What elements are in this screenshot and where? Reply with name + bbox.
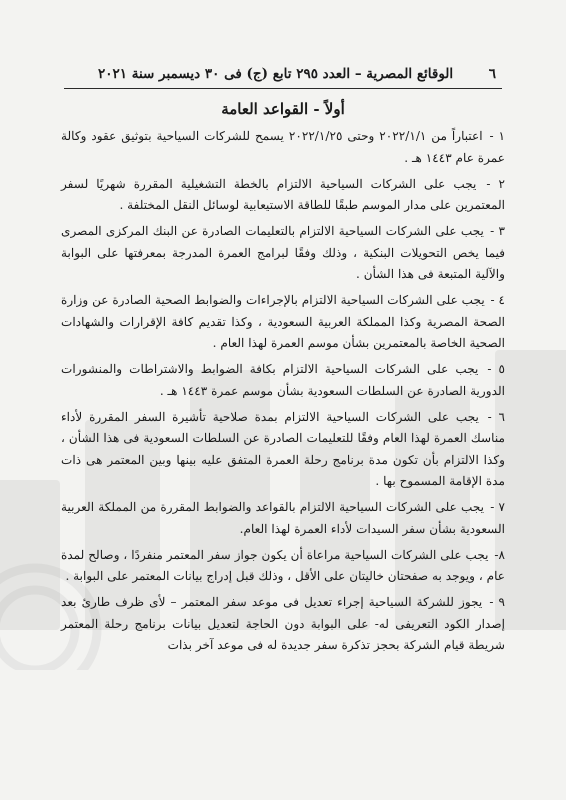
clause-number: ٣ -: [490, 224, 505, 238]
clause-1: [61, 126, 505, 169]
clause-text: يجب على الشركات السياحية الالتزام بالخطة التشغيلية المقررة شهريًا لسفر المعتمرين على مدار الموسم طبقًا للطاقة الاستيعابية لوسائل النقل المختلفة .: [61, 176, 505, 212]
clause-text: يجوز للشركة السياحية إجراء تعديل فى موعد سفر المعتمر – لأى ظرف طارئ بعد إصدار الكود التعريفى له- على البوابة دون الحاجة لتعديل بيانات برنامج رحلة المعتمر شريطة قيام الشركة بحجز تذكرة سفر جديدة له فى موعد آخر بذات: [61, 595, 505, 652]
clause-number: ٥ -: [487, 362, 505, 376]
clause-6: [61, 407, 505, 493]
clause-2: [61, 174, 505, 217]
clause-text: اعتباراً من ٢٠٢٢/١/١ وحتى ٢٠٢٢/١/٢٥ يسمح للشركات السياحية بتوثيق عقود وكالة عمرة عام ١٤٤٣ هـ .: [61, 129, 505, 165]
clause-3: [61, 221, 505, 286]
clause-number: ٦ -: [487, 409, 505, 424]
clause-4: [61, 290, 505, 355]
clause-number: ١ -: [489, 129, 505, 143]
page-number: ٦: [488, 66, 496, 82]
document-body: [61, 126, 505, 661]
clause-5: [61, 359, 505, 402]
clause-text: يجب على الشركات السياحية الالتزام بالإجراءات والضوابط الصحية الصادرة عن وزارة الصحة المصرية وكذا المملكة العربية السعودية ، وكذا تقديم كافة الإقرارات والشهادات الصحية الخاصة بالمعتمرين بشأن موسم العمرة لهذا العام .: [61, 293, 505, 350]
clause-text: يجب على الشركات السياحية الالتزام بكافة الضوابط والاشتراطات والمنشورات الدورية الصادرة عن السلطات السعودية بشأن موسم عمرة ١٤٤٣ هـ .: [61, 362, 505, 398]
clause-9: [61, 592, 505, 657]
clause-7: [61, 497, 505, 540]
publication-info: الوقائع المصرية – العدد ٢٩٥ تابع (ج) فى ٣٠ ديسمبر سنة ٢٠٢١: [98, 66, 454, 82]
clause-number: ٢ -: [486, 176, 505, 191]
clause-8: [61, 545, 505, 588]
clause-text: يجب على الشركات السياحية الالتزام بالتعليمات الصادرة عن البنك المركزى المصرى فيما يخص التحويلات البنكية ، وذلك وفقًا لبرامج العمرة المدرجة بمعرفتها على البوابة والآلية المتبعة فى هذا الشأن .: [61, 224, 505, 281]
clause-text: يجب على الشركات السياحية مراعاة أن يكون جواز سفر المعتمر منفردًا ، وصالح لمدة عام ، ويوجد به صفحتان خاليتان على الأقل ، وذلك قبل إدراج بيانات المعتمر على البوابة .: [61, 547, 505, 583]
page-header: [98, 63, 496, 85]
clause-number: ٤ -: [490, 293, 505, 307]
clause-number: ٨-: [494, 547, 505, 562]
header-divider: [64, 88, 502, 89]
clause-number: ٧ -: [490, 500, 505, 514]
clause-number: ٩ -: [489, 595, 505, 609]
section-title: أولاً - القواعد العامة: [221, 100, 345, 118]
clause-text: يجب على الشركات السياحية الالتزام بمدة صلاحية تأشيرة السفر المقررة لأداء مناسك العمرة لهذا العام وفقًا للتعليمات الصادرة عن السلطات السعودية فى هذا الشأن ، وكذا الالتزام بأن تكون مدة برنامج رحلة العمرة المتفق عليه بينها وبين المعتمر هى ذات مدة الإقامة المسموح بها .: [61, 409, 505, 488]
clause-text: يجب على الشركات السياحية الالتزام بالقواعد والضوابط المقررة من المملكة العربية السعودية بشأن سفر السيدات لأداء العمرة لهذا العام.: [61, 500, 505, 536]
